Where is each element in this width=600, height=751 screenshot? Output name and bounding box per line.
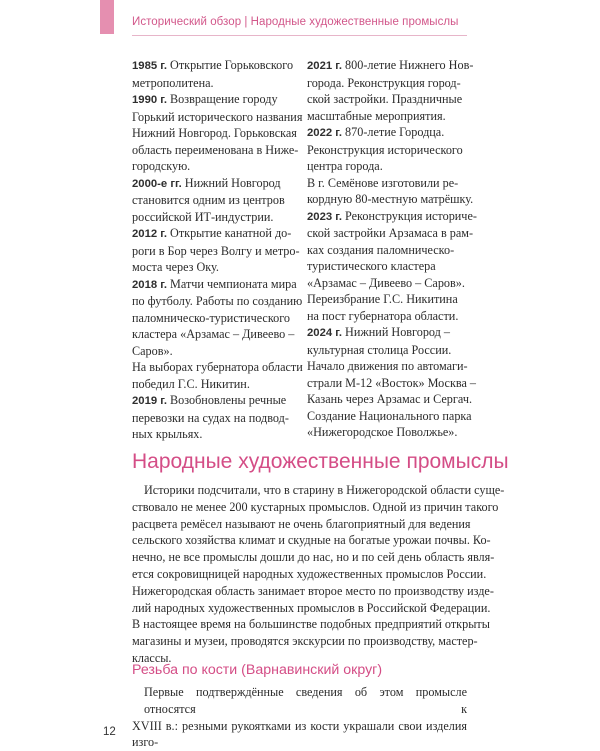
running-header: Исторический обзор | Народные художественные промыслы (132, 16, 459, 28)
timeline-year: 2018 г. (132, 278, 167, 291)
timeline-text: города. Реконструкция город- (307, 75, 461, 90)
timeline-text: становится одним из центров (132, 193, 285, 207)
timeline-text: страли М-12 «Восток» Москва – (307, 375, 477, 390)
timeline-year: 2021 г. (307, 60, 342, 72)
timeline-text: центра города. (307, 159, 383, 173)
paragraph-line: Первые подтверждённые сведения об этом промысле относятся к (144, 685, 467, 716)
timeline-text: 870-летие Городца. (341, 125, 445, 139)
timeline-entry-left-2 (132, 175, 292, 193)
timeline-text: Реконструкция исторического (307, 142, 463, 157)
timeline-text: На выборах губернатора области (132, 360, 303, 374)
timeline-text: Начало движения по автомаги- (307, 359, 468, 373)
paragraph-line: ется сокровищницей народных художественных промыслов России. (132, 566, 487, 581)
timeline-text: перевозки на судах на подвод- (132, 410, 289, 425)
paragraph-line: ствовало не менее 200 кустарных промыслов. Одной из причин такого (132, 499, 499, 514)
timeline-text: кордную 80-местную матрёшку. (307, 192, 474, 206)
header-rule (132, 35, 467, 36)
timeline-text: российской ИТ-индустрии. (132, 209, 274, 224)
timeline-entry-left-4 (132, 276, 297, 294)
timeline-text: Переизбрание Г.С. Никитина (307, 292, 458, 306)
timeline-text: Нижний Новгород. Горьковская (132, 126, 297, 140)
page-number: 12 (103, 726, 116, 738)
paragraph-line: магазины и музеи, проводятся экскурсии по производству, мастер- (132, 634, 478, 649)
paragraph-line: лий народных художественных промыслов в Российской Федерации. (132, 600, 491, 615)
timeline-year: 2000-е гг. (132, 177, 182, 190)
timeline-text: роги в Бор через Волгу и метро- (132, 243, 300, 258)
timeline-text: ской застройки. Праздничные (307, 92, 463, 106)
timeline-year: 2012 г. (132, 228, 167, 240)
section-body (132, 482, 505, 667)
paragraph-line: расцвета ремёсел называют не очень благоприятный для ведения (132, 516, 471, 531)
timeline-text: ках создания паломническо- (307, 242, 455, 257)
timeline-year: 2019 г. (132, 395, 167, 407)
timeline-text: Открытие канатной до- (166, 226, 292, 240)
timeline-text: Возобновлены речные (166, 393, 287, 407)
timeline-text: Возвращение городу (166, 92, 278, 106)
timeline-text: масштабные мероприятия. (307, 108, 446, 123)
timeline-text: на пост губернатора области. (307, 308, 459, 323)
timeline-year: 2023 г. (307, 210, 342, 223)
timeline-text: городскую. (132, 159, 191, 173)
timeline-text: по футболу. Работы по созданию (132, 294, 303, 308)
timeline-text: Нижний Новгород (181, 175, 281, 190)
timeline-text: кластера «Арзамас – Дивеево – (132, 327, 295, 341)
timeline-entry-left-0 (132, 57, 292, 75)
timeline-text: паломническо-туристического (132, 310, 291, 325)
timeline-text: Реконструкция историче- (341, 208, 477, 223)
timeline-text: Нижний Новгород – (341, 325, 451, 339)
paragraph-line: В настоящее время на большинстве подобных предприятий открыты (132, 617, 490, 632)
timeline-text: культурная столица России. (307, 342, 452, 357)
timeline-text: «Нижегородское Поволжье». (307, 425, 458, 439)
timeline-text: победил Г.С. Никитин. (132, 376, 250, 391)
timeline-text: Казань через Арзамас и Сергач. (307, 392, 472, 406)
chapter-color-tab (100, 0, 114, 34)
timeline-entry-left-1 (132, 91, 292, 109)
timeline-entry-right-3 (307, 324, 462, 342)
timeline-year: 1985 г. (132, 60, 167, 72)
timeline-text: «Арзамас – Дивеево – Саров». (307, 275, 465, 290)
timeline-text: Создание Национального парка (307, 408, 472, 423)
timeline-column-right (307, 57, 477, 441)
timeline-entry-right-0 (307, 57, 474, 75)
timeline-entry-left-3 (132, 225, 292, 243)
timeline-text: ской застройки Арзамаса в рам- (307, 226, 474, 240)
timeline-text: туристического кластера (307, 259, 436, 273)
timeline-text: В г. Семёнове изготовили ре- (307, 175, 459, 190)
section-title: Народные художественные промыслы (132, 450, 509, 473)
timeline-text: Открытие Горьковского (166, 58, 294, 72)
paragraph-line: Историки подсчитали, что в старину в Нижегородской области суще- (144, 483, 505, 497)
timeline-text: Саров». (132, 343, 173, 358)
paragraph-line: нечно, не все промыслы дошли до нас, но и по сей день область явля- (132, 550, 495, 565)
timeline-entry-left-5 (132, 392, 292, 410)
timeline-text: область переименована в Ниже- (132, 142, 299, 157)
timeline-entry-right-1 (307, 124, 462, 142)
timeline-entry-right-2 (307, 208, 477, 226)
subsection-title: Резьба по кости (Варнавинский округ) (132, 662, 383, 678)
paragraph-line: классы. (132, 650, 172, 665)
timeline-text: Горький исторического названия (132, 109, 303, 124)
timeline-year: 2022 г. (307, 127, 342, 139)
timeline-text: 800-летие Нижнего Нов- (341, 58, 474, 72)
timeline-text: метрополитена. (132, 75, 214, 90)
paragraph-line: Нижегородская область занимает второе место по производству изде- (132, 583, 494, 598)
timeline-text: ных крыльях. (132, 427, 203, 441)
timeline-text: Матчи чемпионата мира (166, 276, 297, 291)
timeline-year: 1990 г. (132, 94, 167, 106)
subsection-body (132, 684, 467, 751)
timeline-columns (132, 57, 477, 441)
paragraph-line: сельского хозяйства климат и скудные на богатые урожаи почвы. Ко- (132, 533, 491, 548)
paragraph-line: XVIII в.: резными рукоятками из кости украшали свои изделия изго- (132, 718, 467, 750)
timeline-column-left (132, 57, 303, 443)
timeline-year: 2024 г. (307, 327, 342, 339)
timeline-text: моста через Оку. (132, 260, 219, 274)
